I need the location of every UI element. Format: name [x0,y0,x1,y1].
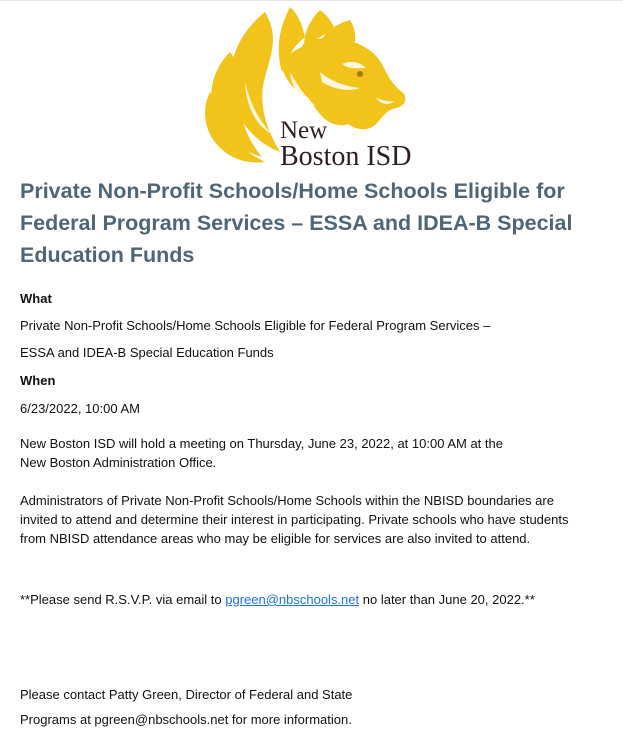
logo-text-new: New [280,117,328,144]
what-line-2: ESSA and IDEA-B Special Education Funds [20,345,274,360]
page-title: Private Non-Profit Schools/Home Schools Eligible for Federal Program Services – ESSA and IDEA-B Special Education Funds [20,179,573,267]
lion-eye-icon [357,71,363,77]
logo-text-boston-isd: Boston ISD [280,141,412,172]
when-value: 6/23/2022, 10:00 AM [20,401,140,416]
top-divider [0,0,623,1]
when-label: When [20,373,56,388]
rsvp-email-link[interactable]: pgreen@nbschools.net [225,592,360,607]
contact-line-1: Please contact Patty Green, Director of Federal and State [20,687,353,702]
rsvp-text-before: **Please send R.S.V.P. via email to [20,592,226,607]
meeting-paragraph: New Boston ISD will hold a meeting on Thursday, June 23, 2022, at 10:00 AM at the New Boston Administration Office. [20,436,503,470]
what-line-1: Private Non-Profit Schools/Home Schools Eligible for Federal Program Services – [20,318,491,333]
rsvp-paragraph [20,590,565,609]
what-label: What [20,291,52,306]
rsvp-text-after: no later than June 20, 2022.** [359,592,535,607]
invite-paragraph: Administrators of Private Non-Profit Schools/Home Schools within the NBISD boundaries are invited to attend and determine their interest in participating. Private schools who have students from NBISD attendance areas who may be eligible for services are also invited to attend. [20,493,569,546]
contact-line-2: Programs at pgreen@nbschools.net for more information. [20,712,352,727]
